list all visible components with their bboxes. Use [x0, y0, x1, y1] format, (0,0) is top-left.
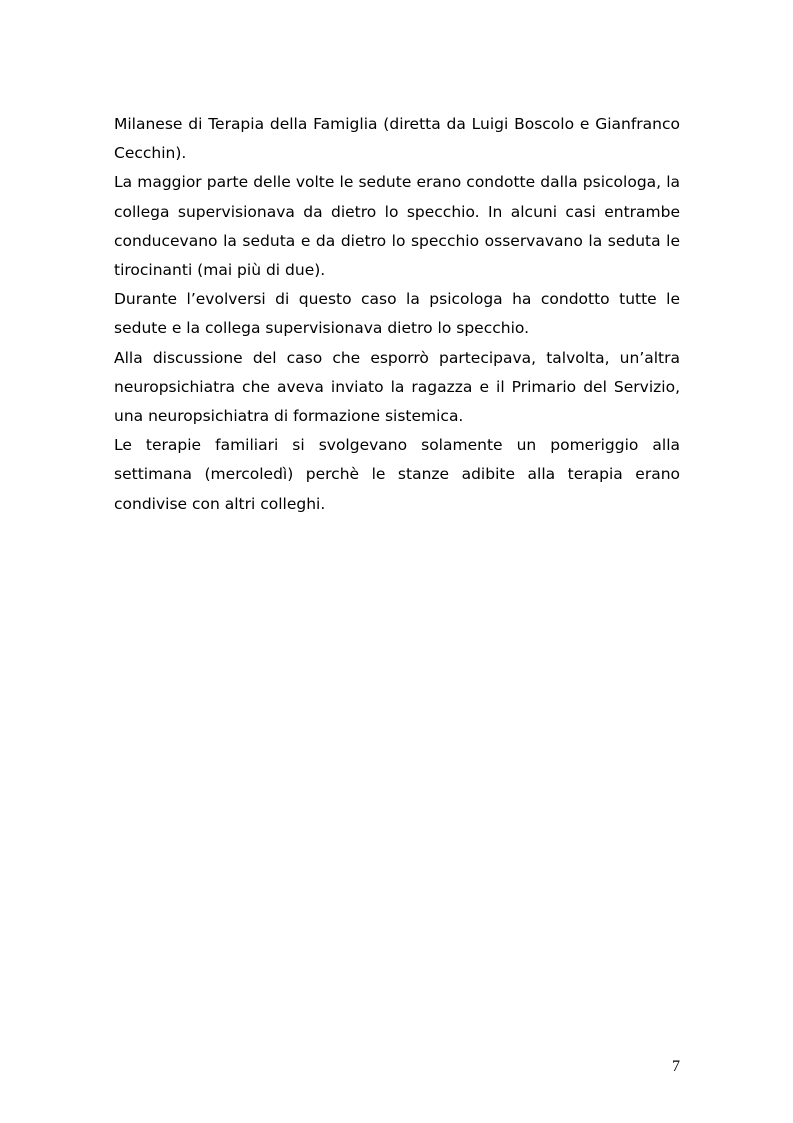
paragraph-4: Alla discussione del caso che esporrò partecipava, talvolta, un’altra neuropsichiatra che aveva inviato la ragazza e il Primario del Servizio, una neuropsichiatra di formazione sistemica. — [114, 348, 680, 426]
paragraph-1: Milanese di Terapia della Famiglia (diretta da Luigi Boscolo e Gianfranco Cecchin). — [114, 115, 680, 163]
paragraph-3: Durante l’evolversi di questo caso la psicologa ha condotto tutte le sedute e la collega supervisionava dietro lo specchio. — [114, 290, 680, 338]
page-number: 7 — [672, 1058, 680, 1075]
paragraph-2: La maggior parte delle volte le sedute erano condotte dalla psicologa, la collega supervisionava da dietro lo specchio. In alcuni casi entrambe conducevano la seduta e da dietro lo specchio osservavano la seduta le tirocinanti (mai più di due). — [114, 173, 680, 280]
body-text — [114, 110, 680, 519]
paragraph-5: Le terapie familiari si svolgevano solamente un pomeriggio alla settimana (mercoledì) perchè le stanze adibite alla terapia erano condivise con altri colleghi. — [114, 436, 680, 513]
